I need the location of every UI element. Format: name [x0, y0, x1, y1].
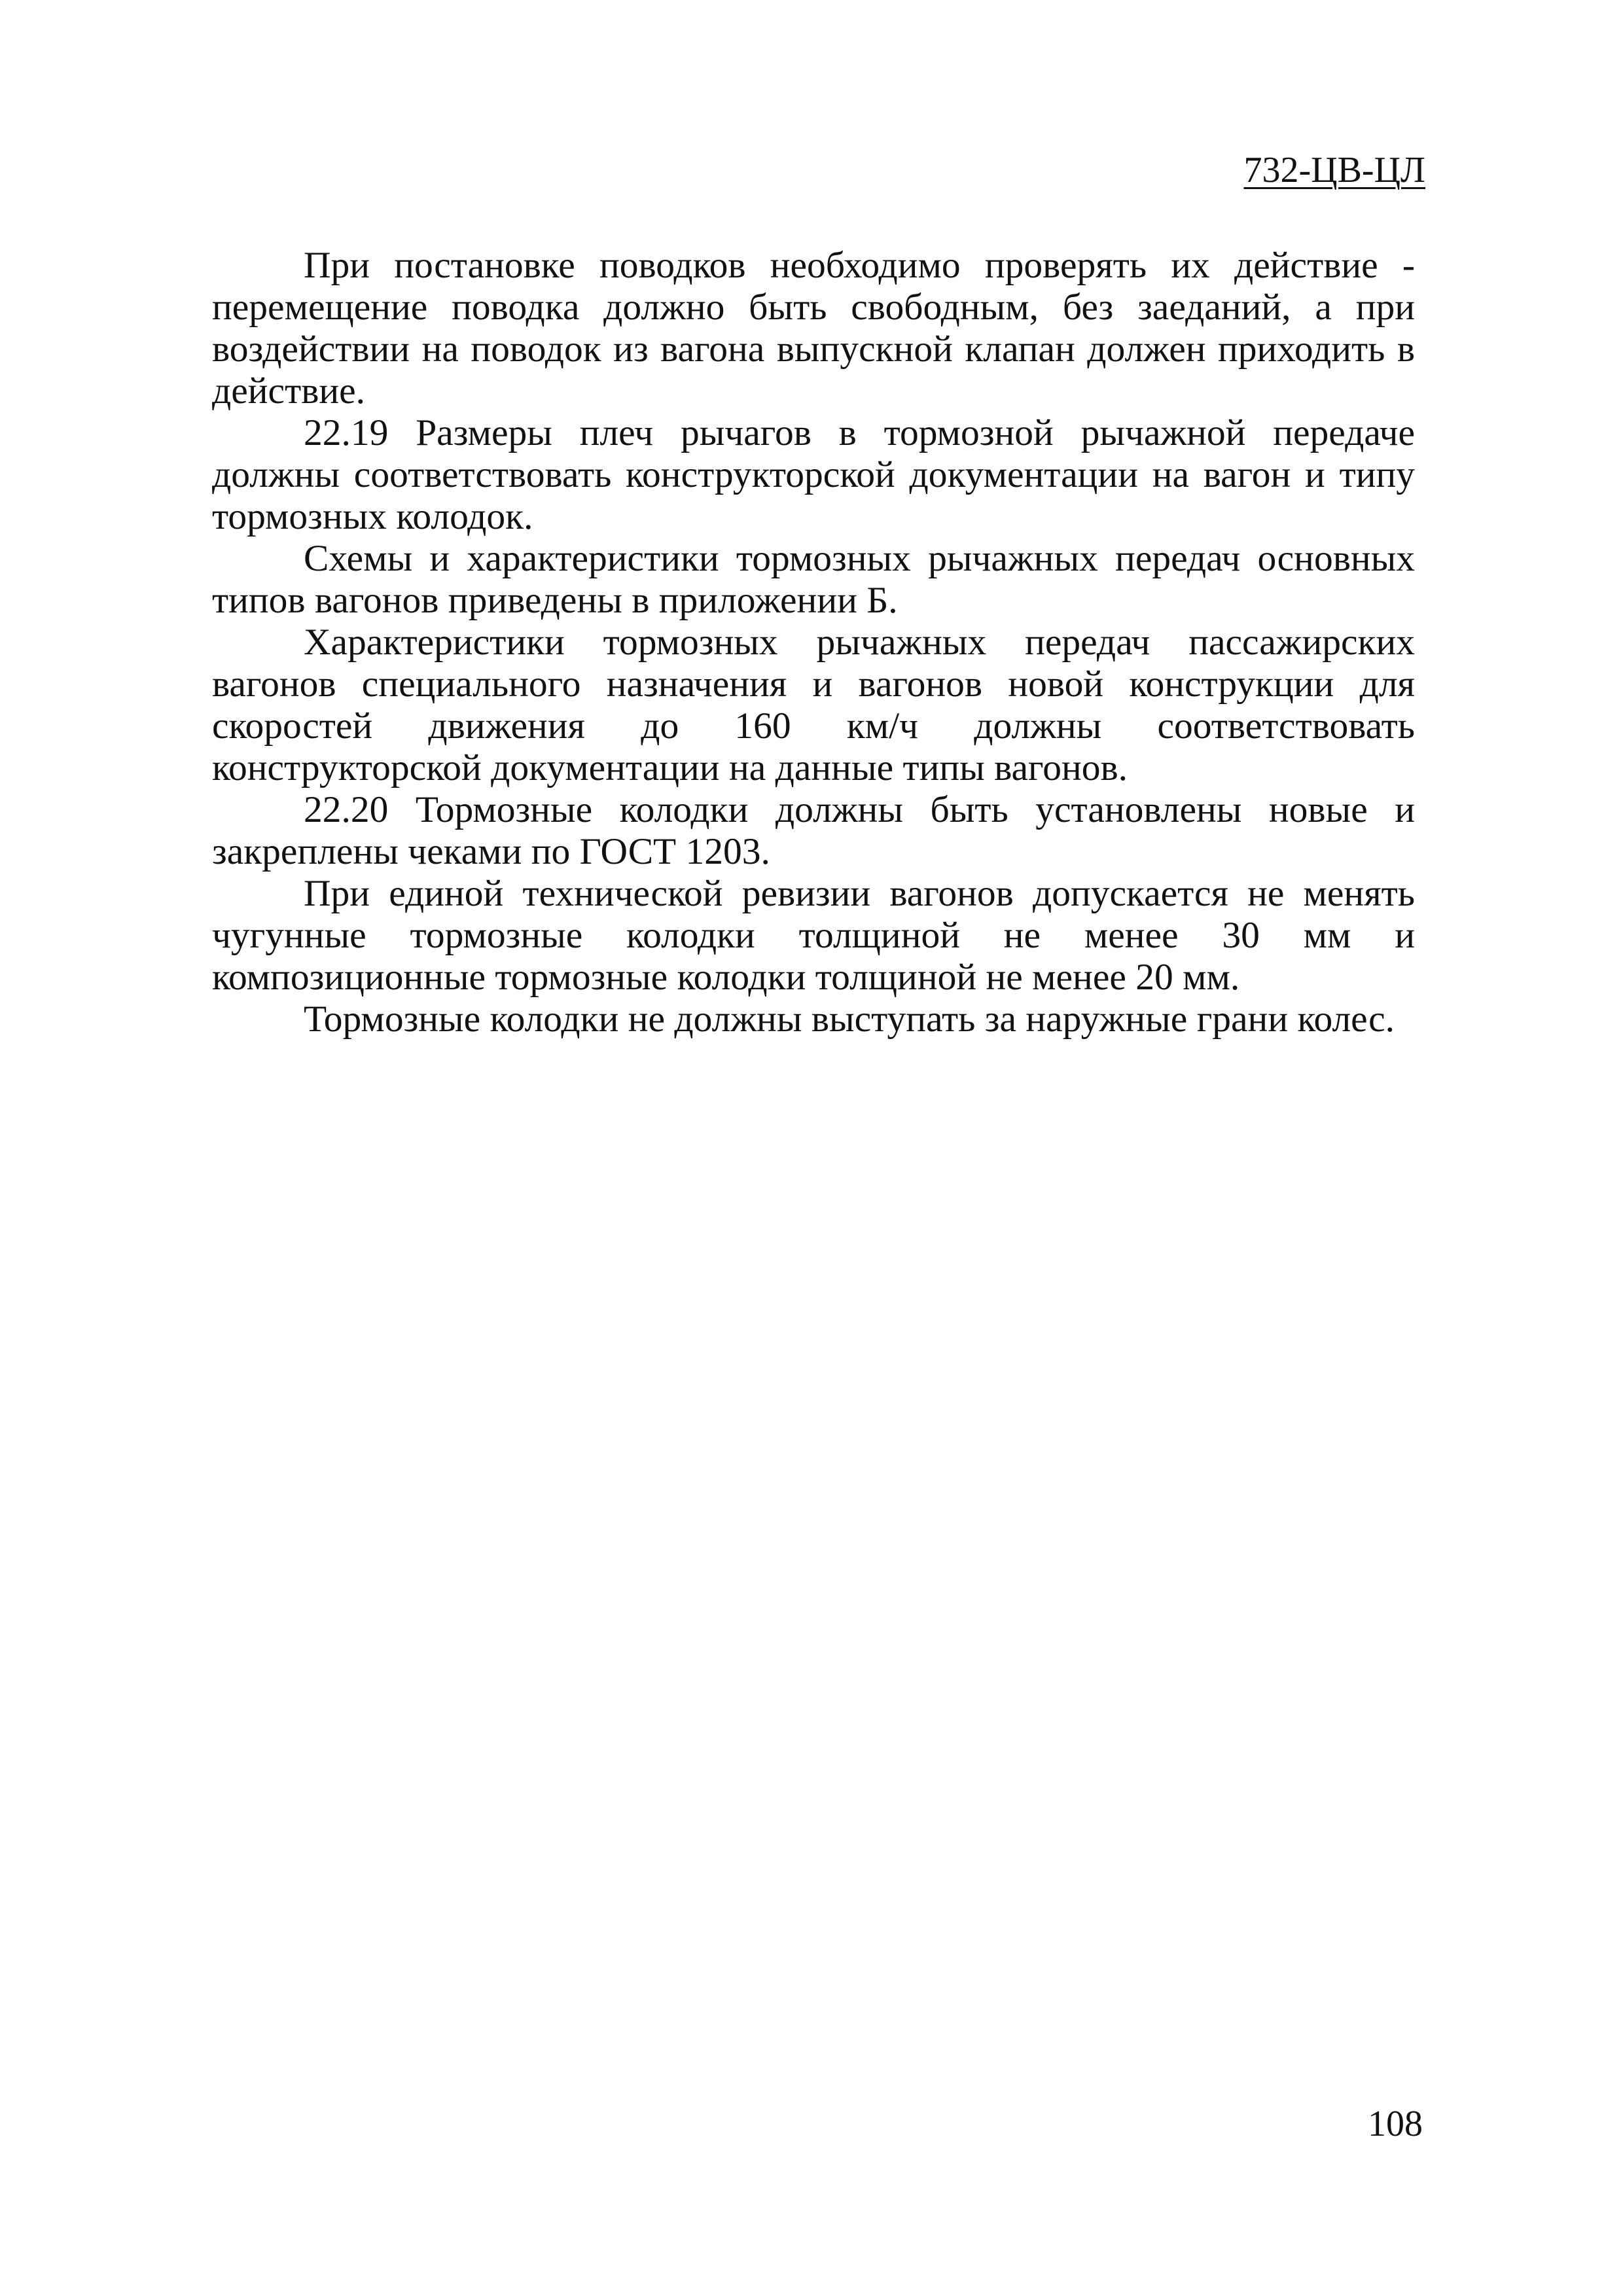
paragraph: При единой технической ревизии вагонов допускается не менять чугунные тормозные колодки толщиной не менее 30 мм и композиционные тормозные колодки толщиной не менее 20 мм.: [212, 873, 1415, 998]
document-code: 732-ЦВ-ЦЛ: [1243, 150, 1425, 190]
page-number: 108: [1368, 2104, 1423, 2144]
paragraph: 22.19 Размеры плеч рычагов в тормозной рычажной передаче должны соответствовать конструкторской документации на вагон и типу тормозных колодок.: [212, 412, 1415, 537]
paragraph: Тормозные колодки не должны выступать за наружные грани колес.: [304, 998, 1395, 1040]
document-body: [212, 245, 1415, 1040]
paragraph: 22.20 Тормозные колодки должны быть установлены новые и закреплены чеками по ГОСТ 1203.: [212, 789, 1415, 872]
paragraph: При постановке поводков необходимо проверять их действие - перемещение поводка должно быть свободным, без заеданий, а при воздействии на поводок из вагона выпускной клапан должен приходить в действие.: [212, 245, 1415, 412]
paragraph: Схемы и характеристики тормозных рычажных передач основных типов вагонов приведены в приложении Б.: [212, 538, 1415, 621]
paragraph: Характеристики тормозных рычажных передач пассажирских вагонов специального назначения и вагонов новой конструкции для скоростей движения до 160 км/ч должны соответствовать конструкторской документации на данные типы вагонов.: [212, 622, 1415, 788]
